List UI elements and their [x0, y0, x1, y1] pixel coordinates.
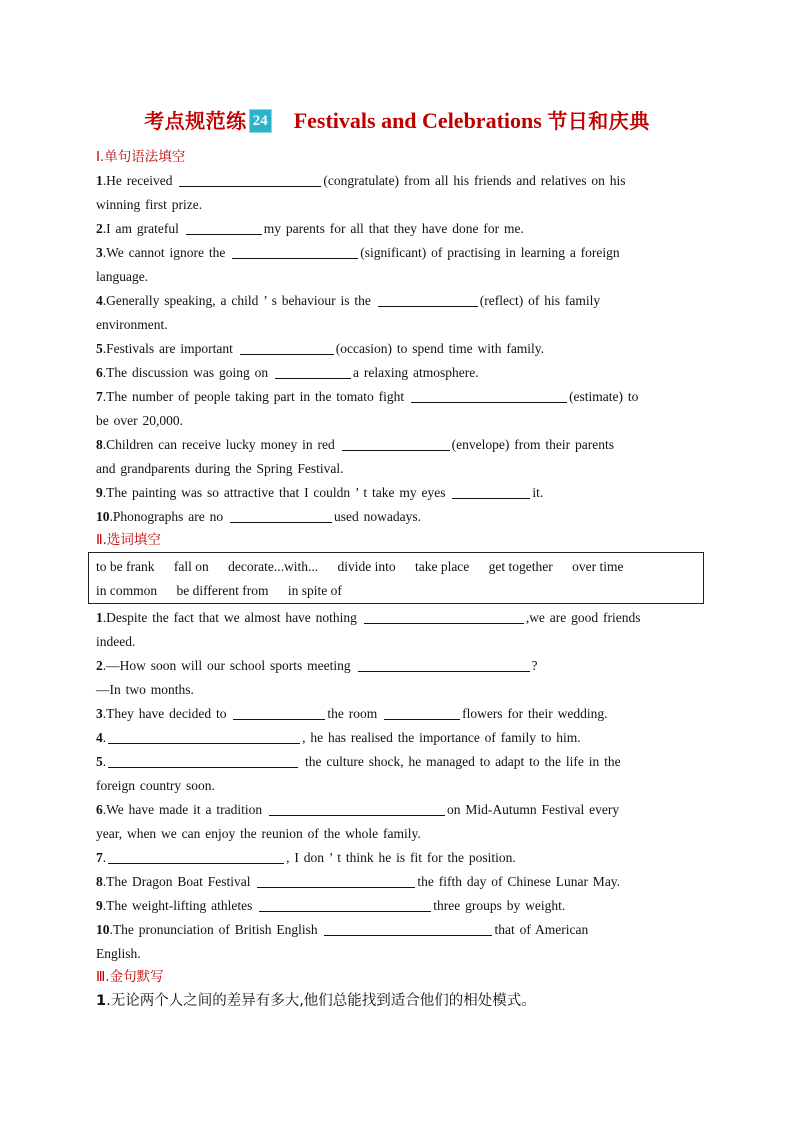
word-option: over time [572, 559, 624, 574]
exercise-line: 9.The weight-lifting athletes three groups by weight. [96, 898, 566, 913]
answer-blank[interactable] [232, 244, 358, 259]
answer-blank[interactable] [275, 364, 351, 379]
exercise-line: 10.Phonographs are no used nowadays. [96, 509, 421, 524]
exercise-line: 2.I am grateful my parents for all that they have done for me. [96, 221, 524, 236]
exercise-line: 3.They have decided to the room flowers for their wedding. [96, 706, 608, 721]
exercise-line: 1.Despite the fact that we almost have nothing ,we are good friends [96, 610, 641, 625]
exercise-line: 8.Children can receive lucky money in red (envelope) from their parents [96, 437, 614, 452]
answer-blank[interactable] [324, 921, 492, 936]
exercise-line: 5. the culture shock, he managed to adapt to the life in the [96, 754, 621, 769]
exercise-line: be over 20,000. [96, 413, 183, 428]
exercise-line: 8.The Dragon Boat Festival the fifth day of Chinese Lunar May. [96, 874, 621, 889]
answer-blank[interactable] [186, 220, 262, 235]
exercise-line: year, when we can enjoy the reunion of the whole family. [96, 826, 421, 841]
exercise-line: 4. , he has realised the importance of family to him. [96, 730, 581, 745]
answer-blank[interactable] [378, 292, 478, 307]
word-option: be different from [176, 583, 269, 598]
exercise-line: 10.The pronunciation of British English that of American [96, 922, 589, 937]
exercise-line: and grandparents during the Spring Festival. [96, 461, 344, 476]
word-option: decorate...with... [228, 559, 319, 574]
answer-blank[interactable] [342, 436, 450, 451]
exercise-line: English. [96, 946, 141, 961]
answer-blank[interactable] [108, 753, 298, 768]
exercise-line: 3.We cannot ignore the (significant) of practising in learning a foreign [96, 245, 620, 260]
word-option: fall on [173, 559, 209, 574]
exercise-line: environment. [96, 317, 168, 332]
exercise-line: foreign country soon. [96, 778, 215, 793]
word-option: in common [96, 583, 158, 598]
answer-blank[interactable] [179, 172, 321, 187]
exercise-line: 1.无论两个人之间的差异有多大,他们总能找到适合他们的相处模式。 [96, 993, 536, 1009]
answer-blank[interactable] [230, 508, 332, 523]
answer-blank[interactable] [269, 801, 445, 816]
exercise-line: 6.We have made it a tradition on Mid-Autumn Festival every [96, 802, 620, 817]
exercise-line: 5.Festivals are important (occasion) to spend time with family. [96, 341, 545, 356]
exercise-line: 7.The number of people taking part in the tomato fight (estimate) to [96, 389, 639, 404]
exercise-line: —In two months. [96, 682, 194, 697]
title-chinese-subtitle: 节日和庆典 [547, 109, 650, 133]
exercise-line: 4.Generally speaking, a child ’ s behaviour is the (reflect) of his family [96, 293, 601, 308]
page-title [0, 104, 794, 138]
title-chinese: 考点规范练 [144, 109, 247, 133]
answer-blank[interactable] [364, 609, 524, 624]
answer-blank[interactable] [240, 340, 334, 355]
exercise-line: language. [96, 269, 149, 284]
section-heading-sentence-writing: Ⅲ.金句默写 [96, 969, 164, 985]
answer-blank[interactable] [257, 873, 415, 888]
answer-blank[interactable] [452, 484, 530, 499]
word-option: get together [488, 559, 553, 574]
answer-blank[interactable] [233, 705, 325, 720]
answer-blank[interactable] [108, 729, 300, 744]
word-bank-row [96, 557, 640, 577]
word-option: in spite of [287, 583, 342, 598]
exercise-line: 9.The painting was so attractive that I couldn ’ t take my eyes it. [96, 485, 544, 500]
answer-blank[interactable] [108, 849, 284, 864]
answer-blank[interactable] [358, 657, 530, 672]
title-english: Festivals and Celebrations [293, 108, 542, 133]
answer-blank[interactable] [411, 388, 567, 403]
answer-blank[interactable] [259, 897, 431, 912]
section-heading-grammar: Ⅰ.单句语法填空 [96, 149, 186, 165]
word-option: divide into [337, 559, 396, 574]
lesson-number-badge: 24 [249, 109, 272, 133]
exercise-line: winning first prize. [96, 197, 203, 212]
exercise-line: 2.—How soon will our school sports meeting ? [96, 658, 538, 673]
exercise-line: indeed. [96, 634, 136, 649]
exercise-line: 7. , I don ’ t think he is fit for the position. [96, 850, 516, 865]
section-heading-word-choice: Ⅱ.选词填空 [96, 532, 161, 548]
answer-blank[interactable] [384, 705, 460, 720]
exercise-line: 1.He received (congratulate) from all his friends and relatives on his [96, 173, 626, 188]
word-bank-row [96, 581, 358, 601]
word-option: to be frank [96, 559, 155, 574]
word-option: take place [414, 559, 470, 574]
exercise-line: 6.The discussion was going on a relaxing atmosphere. [96, 365, 479, 380]
